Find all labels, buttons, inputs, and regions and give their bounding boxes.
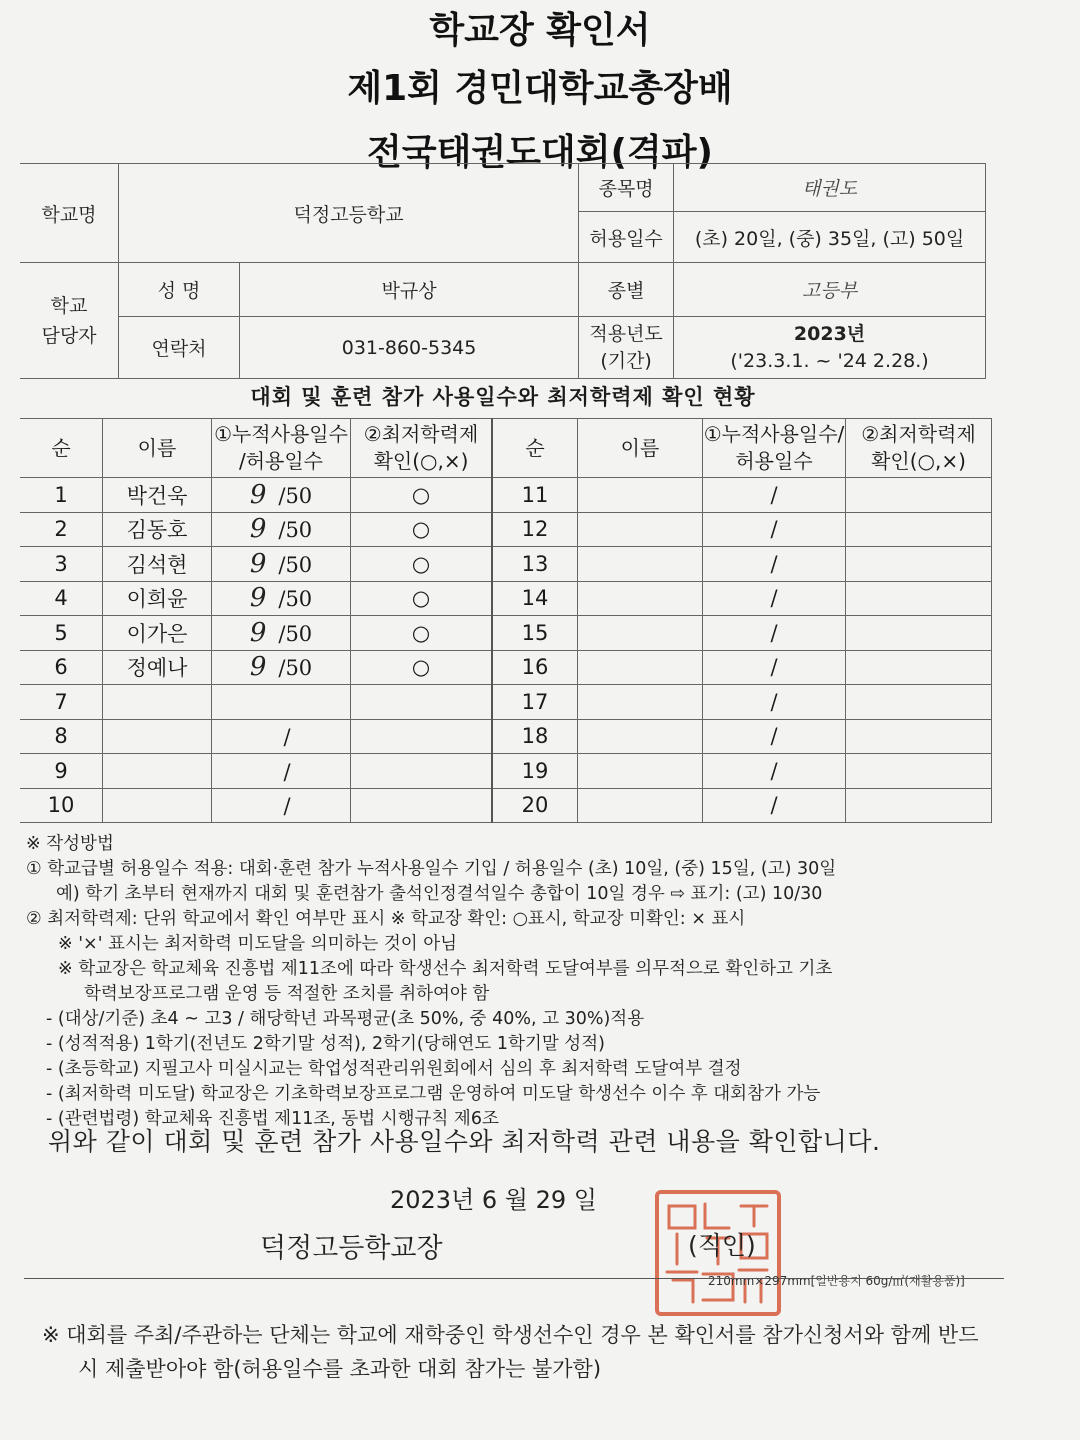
row-no: 1 xyxy=(20,478,103,513)
school-value: 덕정고등학교 xyxy=(119,164,579,263)
row-no: 6 xyxy=(20,650,103,685)
student-name-2 xyxy=(578,478,703,513)
student-name: 김석현 xyxy=(103,547,212,582)
row-no-2: 13 xyxy=(492,547,578,582)
days-cell-2: / xyxy=(703,788,846,823)
check-mark-2 xyxy=(846,581,992,616)
check-mark-2 xyxy=(846,719,992,754)
sign-date: 2023년 6 월 29 일 xyxy=(390,1186,597,1214)
days-cell xyxy=(212,685,351,720)
seal-note: (직인) xyxy=(688,1231,756,1260)
allowed-days: /50 xyxy=(278,656,313,681)
days-cell-2: / xyxy=(703,754,846,789)
row-no-2: 11 xyxy=(492,478,578,513)
student-name-2 xyxy=(578,547,703,582)
check-mark-2 xyxy=(846,754,992,789)
division-label: 종별 xyxy=(579,263,674,317)
check-mark-2 xyxy=(846,512,992,547)
check-mark xyxy=(351,754,493,789)
check-mark xyxy=(351,719,493,754)
note-4-cont: 학력보장프로그램 운영 등 적절한 조치를 취하여야 함 xyxy=(84,984,490,1004)
check-mark: ○ xyxy=(351,478,493,513)
days-cell xyxy=(212,719,351,754)
used-days: 9 xyxy=(249,652,267,683)
header-name-2: 이름 xyxy=(578,419,703,478)
check-mark-2 xyxy=(846,650,992,685)
used-days: 9 xyxy=(249,548,267,579)
note-target: - (대상/기준) 초4 ~ 고3 / 해당학년 과목평균(초 50%, 중 40%, 고 30%)적용 xyxy=(46,1009,645,1029)
check-mark-2 xyxy=(846,616,992,651)
note-elementary: - (초등학교) 지필고사 미실시교는 학업성적관리위원회에서 심의 후 최저학력 도달여부 결정 xyxy=(46,1059,742,1079)
roster-row xyxy=(20,512,992,547)
days-cell-2: / xyxy=(703,650,846,685)
student-name: 이가은 xyxy=(103,616,212,651)
row-no: 8 xyxy=(20,719,103,754)
note-2: ② 최저학력제: 단위 학교에서 확인 여부만 표시 ※ 학교장 확인: ○표시, 학교장 미확인: × 표시 xyxy=(26,909,746,929)
header-days-2: ①누적사용일수/ 허용일수 xyxy=(703,419,846,478)
school-info-table xyxy=(20,163,986,379)
allowed-days: /50 xyxy=(278,621,313,646)
roster-row xyxy=(20,719,992,754)
row-no-2: 19 xyxy=(492,754,578,789)
student-name xyxy=(103,754,212,789)
check-mark: ○ xyxy=(351,512,493,547)
days-cell-2: / xyxy=(703,547,846,582)
header-check-2: ②최저학력제 확인(○,×) xyxy=(846,419,992,478)
student-name: 김동호 xyxy=(103,512,212,547)
roster-row xyxy=(20,788,992,823)
contact-label: 연락처 xyxy=(119,317,240,379)
allowed-days: /50 xyxy=(278,552,313,577)
period-range: ('23.3.1. ~ '24 2.28.) xyxy=(730,349,929,372)
footer-notice xyxy=(42,1318,1072,1386)
allowed-days: / xyxy=(283,759,291,784)
used-days: 9 xyxy=(249,514,267,545)
student-name-2 xyxy=(578,719,703,754)
row-no: 7 xyxy=(20,685,103,720)
days-cell xyxy=(212,650,351,685)
student-name: 정예나 xyxy=(103,650,212,685)
note-grades: - (성적적용) 1학기(전년도 2학기말 성적), 2학기(당해연도 1학기말 성적) xyxy=(46,1034,605,1054)
student-name xyxy=(103,719,212,754)
check-mark-2 xyxy=(846,478,992,513)
contact-value: 031-860-5345 xyxy=(240,317,579,379)
allowed-days: /50 xyxy=(278,518,313,543)
confirmation-statement: 위와 같이 대회 및 훈련 참가 사용일수와 최저학력 관련 내용을 확인합니다. xyxy=(48,1127,881,1156)
divider xyxy=(24,1278,1004,1279)
student-name-2 xyxy=(578,685,703,720)
row-no-2: 16 xyxy=(492,650,578,685)
notes-heading: ※ 작성방법 xyxy=(26,834,114,854)
event-title: 제1회 경민대학교총장배 xyxy=(347,68,733,109)
row-no-2: 17 xyxy=(492,685,578,720)
days-cell-2: / xyxy=(703,478,846,513)
student-name-2 xyxy=(578,754,703,789)
row-no: 3 xyxy=(20,547,103,582)
row-no-2: 15 xyxy=(492,616,578,651)
row-no: 5 xyxy=(20,616,103,651)
check-mark: ○ xyxy=(351,547,493,582)
days-cell-2: / xyxy=(703,512,846,547)
roster-row xyxy=(20,650,992,685)
roster-row xyxy=(20,581,992,616)
event-label: 종목명 xyxy=(579,164,674,212)
allowed-days: / xyxy=(283,725,291,750)
days-cell xyxy=(212,478,351,513)
event-subtitle: 전국태권도대회(격파) xyxy=(367,132,713,173)
note-1-example: 예) 학기 초부터 현재까지 대회 및 훈련참가 출석인정결석일수 총합이 10일 경우 ⇨ 표기: (고) 10/30 xyxy=(56,884,823,904)
name-label: 성 명 xyxy=(119,263,240,317)
check-mark xyxy=(351,685,493,720)
name-value: 박규상 xyxy=(240,263,579,317)
division-value: 고등부 xyxy=(674,263,986,317)
row-no: 9 xyxy=(20,754,103,789)
row-no: 4 xyxy=(20,581,103,616)
days-cell xyxy=(212,512,351,547)
days-cell-2: / xyxy=(703,719,846,754)
days-cell xyxy=(212,547,351,582)
days-cell-2: / xyxy=(703,685,846,720)
days-cell xyxy=(212,616,351,651)
days-cell xyxy=(212,581,351,616)
row-no-2: 18 xyxy=(492,719,578,754)
student-name-2 xyxy=(578,616,703,651)
note-1: ① 학교급별 허용일수 적용: 대회·훈련 참가 누적사용일수 기입 / 허용일수 (초) 10일, (중) 15일, (고) 30일 xyxy=(26,859,837,879)
roster-row xyxy=(20,616,992,651)
note-3: ※ '×' 표시는 최저학력 미도달을 의미하는 것이 아님 xyxy=(58,934,458,954)
roster-row xyxy=(20,754,992,789)
student-name xyxy=(103,788,212,823)
student-name: 이희윤 xyxy=(103,581,212,616)
manager-label: 학교 담당자 xyxy=(20,263,119,379)
note-below: - (최저학력 미도달) 학교장은 기초학력보장프로그램 운영하여 미도달 학생선수 이수 후 대회참가 가능 xyxy=(46,1084,821,1104)
instructions xyxy=(26,832,1016,1132)
check-mark: ○ xyxy=(351,581,493,616)
used-days: 9 xyxy=(249,583,267,614)
principal-name: 덕정고등학교장 xyxy=(260,1233,443,1264)
footer-line-1: ※ 대회를 주최/주관하는 단체는 학교에 재학중인 학생선수인 경우 본 확인서를 참가신청서와 함께 반드 xyxy=(42,1323,979,1347)
roster-row xyxy=(20,685,992,720)
doc-title: 학교장 확인서 xyxy=(429,10,651,51)
used-days: 9 xyxy=(249,479,267,510)
check-mark-2 xyxy=(846,788,992,823)
header-check: ②최저학력제 확인(○,×) xyxy=(351,419,493,478)
period-value xyxy=(674,317,986,379)
check-mark-2 xyxy=(846,685,992,720)
row-no-2: 14 xyxy=(492,581,578,616)
student-name xyxy=(103,685,212,720)
paper-spec: 210mm×297mm[일반용지 60g/㎡(재활용품)] xyxy=(708,1274,965,1288)
check-mark: ○ xyxy=(351,650,493,685)
student-name-2 xyxy=(578,788,703,823)
section-title: 대회 및 훈련 참가 사용일수와 최저학력제 확인 현황 xyxy=(250,385,756,409)
allowed-days: / xyxy=(283,794,291,819)
header-days: ①누적사용일수 /허용일수 xyxy=(212,419,351,478)
roster-table xyxy=(20,418,992,823)
event-value: 태권도 xyxy=(674,164,986,212)
note-4: ※ 학교장은 학교체육 진흥법 제11조에 따라 학생선수 최저학력 도달여부를 의무적으로 확인하고 기초 xyxy=(58,959,833,979)
row-no-2: 20 xyxy=(492,788,578,823)
days-cell-2: / xyxy=(703,581,846,616)
student-name-2 xyxy=(578,512,703,547)
header-no: 순 xyxy=(20,419,103,478)
check-mark-2 xyxy=(846,547,992,582)
allowed-days-value: (초) 20일, (중) 35일, (고) 50일 xyxy=(674,212,986,263)
days-cell xyxy=(212,754,351,789)
student-name: 박건욱 xyxy=(103,478,212,513)
note-law: - (관련법령) 학교체육 진흥법 제11조, 동법 시행규칙 제6조 xyxy=(46,1109,499,1129)
allowed-days: /50 xyxy=(278,587,313,612)
header-no-2: 순 xyxy=(492,419,578,478)
period-label: 적용년도 (기간) xyxy=(579,317,674,379)
row-no: 10 xyxy=(20,788,103,823)
allowed-days-label: 허용일수 xyxy=(579,212,674,263)
roster-row xyxy=(20,547,992,582)
school-label: 학교명 xyxy=(20,164,119,263)
check-mark: ○ xyxy=(351,616,493,651)
student-name-2 xyxy=(578,581,703,616)
header-name: 이름 xyxy=(103,419,212,478)
check-mark xyxy=(351,788,493,823)
days-cell-2: / xyxy=(703,616,846,651)
row-no: 2 xyxy=(20,512,103,547)
used-days: 9 xyxy=(249,617,267,648)
footer-line-2: 시 제출받아야 함(허용일수를 초과한 대회 참가는 불가함) xyxy=(78,1357,602,1381)
row-no-2: 12 xyxy=(492,512,578,547)
period-year: 2023년 xyxy=(793,322,866,345)
student-name-2 xyxy=(578,650,703,685)
days-cell xyxy=(212,788,351,823)
allowed-days: /50 xyxy=(278,483,313,508)
roster-row xyxy=(20,478,992,513)
